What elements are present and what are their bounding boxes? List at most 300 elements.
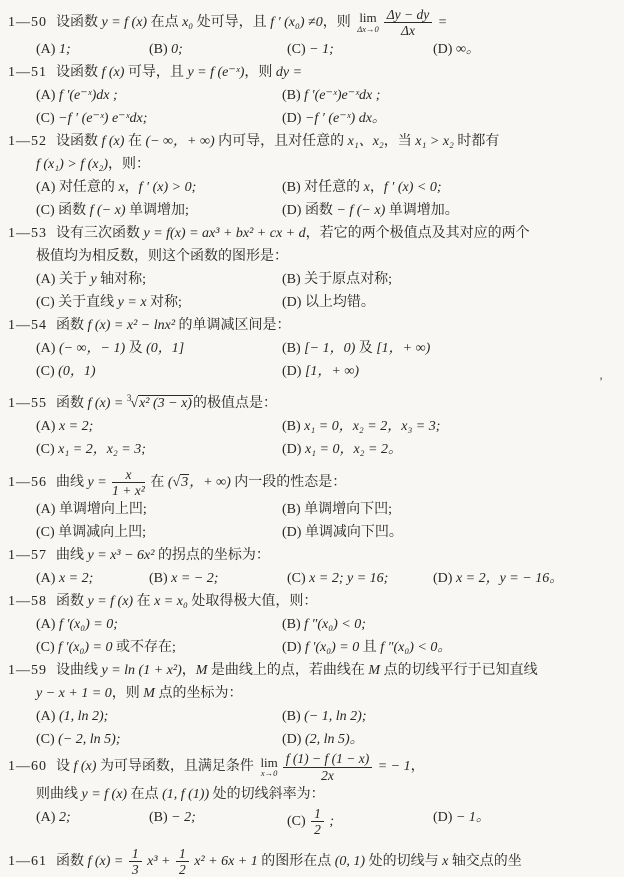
math-run: M	[195, 663, 208, 679]
text-run: 单调减向上凹;	[58, 525, 147, 541]
question-number: 1—57	[8, 548, 47, 564]
math-run: x₀	[182, 14, 194, 30]
math-run: (− ∞，− 1)	[58, 341, 126, 357]
radical-sign: √	[130, 396, 139, 412]
question-number: 1—52	[8, 134, 47, 150]
text-run: 以上均错。	[304, 295, 375, 311]
math-run: (0, 1)	[334, 853, 366, 869]
options-row	[8, 438, 620, 461]
fraction-numerator: 1	[311, 806, 324, 822]
text-run: 设有三次函数	[56, 226, 144, 242]
option-label: (D)	[282, 442, 305, 458]
option-C	[287, 806, 433, 837]
options-row	[8, 567, 620, 590]
option-A	[36, 337, 282, 360]
option-C	[287, 567, 433, 590]
fraction-numerator: 1	[176, 846, 189, 862]
math-run: − 2;	[171, 809, 196, 825]
text-run: 点的切线平行于已知直线	[380, 663, 538, 679]
option-label: (C)	[36, 732, 59, 748]
option-B	[282, 268, 620, 291]
math-run: x = 2，y = − 16。	[455, 571, 564, 587]
math-run: ∞。	[455, 42, 480, 58]
math-run: y = f(x) = ax³ + bx² + cx + d	[143, 226, 306, 242]
math-run: f ′(x₀) = 0	[304, 640, 360, 656]
math-run: − 1。	[455, 809, 490, 825]
text-run: 内可导，且对任意的	[214, 134, 348, 150]
option-label: (C)	[287, 42, 310, 58]
fraction-numerator: f (1) − f (1 − x)	[283, 751, 372, 767]
math-run: (	[167, 475, 173, 491]
option-label: (B)	[149, 42, 172, 58]
math-run: y = ln (1 + x²)	[101, 663, 182, 679]
option-label: (D)	[282, 525, 305, 541]
option-A	[36, 268, 282, 291]
question-block	[8, 590, 620, 659]
text-run: 函数	[56, 396, 88, 412]
text-run: 对称;	[146, 295, 182, 311]
option-A	[36, 613, 282, 636]
option-D	[433, 567, 620, 590]
question-number: 1—50	[8, 14, 47, 30]
text-run: 曲线	[56, 475, 88, 491]
math-run: x = 2;	[58, 571, 94, 587]
text-run: 的单调减区间是：	[175, 318, 291, 334]
math-run: f ′(x₀) = 0	[58, 640, 113, 656]
text-run: 在点	[127, 786, 163, 802]
text-run: 或不存在;	[112, 640, 176, 656]
math-run: x = 2; y = 16;	[309, 571, 389, 587]
math-run: ，+ ∞)	[189, 475, 231, 491]
option-A	[36, 705, 282, 728]
math-run: 1;	[58, 42, 71, 58]
math-run: x² + 6x + 1	[190, 853, 258, 869]
option-label: (B)	[282, 180, 305, 196]
math-run: M	[368, 663, 381, 679]
option-label: (D)	[282, 203, 305, 219]
text-run: 为可导函数，且满足条件	[96, 759, 258, 775]
text-run: 点的坐标为：	[154, 686, 243, 702]
math-run: y =	[87, 475, 111, 491]
text-run: 轴对称;	[96, 272, 147, 288]
math-run: (2, ln 5)。	[304, 732, 364, 748]
options-row	[8, 291, 620, 314]
option-A	[36, 415, 282, 438]
math-run: x	[118, 180, 125, 196]
option-label: (A)	[36, 502, 59, 518]
math-run: (− ∞，+ ∞)	[145, 134, 215, 150]
math-run: (0，1)	[58, 364, 96, 380]
fraction	[110, 467, 147, 498]
text-run: 对任意的	[58, 180, 119, 196]
text-run: ，则：	[108, 157, 151, 173]
text-run: 处的切线与	[365, 853, 443, 869]
text-run: 单调增加。	[385, 203, 459, 219]
option-label: (C)	[36, 525, 59, 541]
text-run: 且	[359, 640, 381, 656]
text-run: 单调减向下凹。	[304, 525, 403, 541]
option-label: (C)	[36, 295, 59, 311]
question-block	[8, 751, 620, 836]
fraction-denominator: 1 + x²	[112, 483, 145, 499]
math-run: (0，1]	[146, 341, 185, 357]
option-label: (A)	[36, 617, 59, 633]
fraction	[382, 7, 435, 38]
math-run: f (− x)	[89, 203, 126, 219]
math-run: [1，+ ∞)	[304, 364, 359, 380]
option-B	[282, 337, 620, 360]
option-C	[36, 360, 282, 383]
math-run: y	[90, 272, 97, 288]
math-run: =	[434, 14, 448, 30]
question-number: 1—55	[8, 396, 47, 412]
question-line	[8, 387, 620, 415]
math-run: [1，+ ∞)	[376, 341, 431, 357]
math-run: (− 2, ln 5);	[58, 732, 121, 748]
text-run: 极值均为相反数，则这个函数的图形是：	[36, 249, 288, 265]
option-label: (C)	[36, 111, 59, 127]
fraction-denominator: 3	[131, 861, 139, 877]
option-label: (A)	[36, 709, 59, 725]
option-B	[282, 613, 620, 636]
text-run: 内一段的性态是：	[230, 475, 347, 491]
limit-operator	[357, 11, 379, 34]
text-run: 设函数	[56, 65, 102, 81]
math-run: y = x³ − 6x²	[87, 548, 155, 564]
option-label: (C)	[36, 203, 59, 219]
radical	[126, 393, 193, 412]
text-run: 函数	[56, 318, 88, 334]
text-run: 设曲线	[56, 663, 102, 679]
question-line	[8, 544, 620, 567]
option-D	[433, 38, 620, 61]
text-run: 设函数	[56, 134, 102, 150]
question-line	[8, 590, 620, 613]
text-run: ，则	[111, 686, 144, 702]
text-run: ，若它的两个极值点及其对应的两个	[305, 226, 530, 242]
math-run: f (x) = x² − lnx²	[87, 318, 176, 334]
options-row	[8, 498, 620, 521]
text-run: 关于直线	[58, 295, 118, 311]
math-run: y = f (x)	[87, 594, 134, 610]
options-row	[8, 521, 620, 544]
option-A	[36, 806, 149, 837]
option-label: (B)	[282, 88, 305, 104]
limit-operator	[260, 756, 277, 779]
fraction-numerator: 1	[129, 846, 142, 862]
option-D	[282, 728, 620, 751]
option-label: (B)	[282, 617, 305, 633]
fraction-denominator: 2	[314, 821, 321, 837]
options-row	[8, 415, 620, 438]
math-run: f ′(e⁻ˣ)e⁻ˣdx ;	[304, 88, 381, 104]
option-label: (B)	[282, 272, 305, 288]
option-label: (D)	[433, 809, 456, 825]
question-line	[8, 7, 620, 38]
radical-sign: √	[172, 475, 181, 491]
text-run: 则曲线	[36, 786, 82, 802]
option-A	[36, 498, 282, 521]
text-run: 函数	[304, 203, 337, 219]
option-D	[282, 199, 620, 222]
question-block	[8, 387, 620, 461]
text-run: 处的切线斜率为：	[209, 786, 325, 802]
option-label: (A)	[36, 42, 59, 58]
radicand: x² (3 − x)	[139, 396, 192, 412]
option-C	[36, 107, 282, 130]
question-number: 1—60	[8, 759, 47, 775]
text-run: 关于原点对称;	[304, 272, 393, 288]
option-label: (C)	[287, 571, 310, 587]
math-run: x	[442, 853, 449, 869]
math-run: x	[363, 180, 370, 196]
math-run: f ″(x₀) < 0;	[304, 617, 366, 633]
fraction	[309, 806, 326, 837]
math-run: f (x)	[101, 65, 125, 81]
math-run: 2;	[58, 809, 71, 825]
option-label: (C)	[287, 813, 310, 829]
option-B	[282, 498, 620, 521]
fraction	[174, 846, 191, 877]
question-number: 1—54	[8, 318, 47, 334]
option-label: (D)	[433, 571, 456, 587]
fraction	[281, 751, 374, 782]
question-line	[8, 61, 620, 84]
options-row	[8, 728, 620, 751]
option-label: (A)	[36, 571, 59, 587]
math-run: (1, ln 2);	[58, 709, 109, 725]
math-run: f (x)	[73, 759, 97, 775]
option-D	[282, 291, 620, 314]
text-run: 的拐点的坐标为：	[154, 548, 270, 564]
option-A	[36, 176, 282, 199]
math-run: x₁ > x₂	[415, 134, 454, 150]
option-A	[36, 567, 149, 590]
text-run: ，当	[383, 134, 416, 150]
text-run: ，	[124, 180, 139, 196]
question-number: 1—61	[8, 853, 47, 869]
options-row	[8, 38, 620, 61]
question-line	[8, 245, 620, 268]
options-row	[8, 268, 620, 291]
text-run: 对任意的	[304, 180, 364, 196]
math-run: −f ′ (e⁻ˣ) e⁻ˣdx;	[58, 111, 148, 127]
text-run: 函数	[56, 594, 88, 610]
option-A	[36, 38, 149, 61]
option-label: (B)	[149, 571, 172, 587]
math-run: x₁ = 0，x₂ = 2，x₃ = 3;	[304, 419, 441, 435]
options-row	[8, 199, 620, 222]
options-row	[8, 337, 620, 360]
math-run: x₁、x₂	[347, 134, 384, 150]
question-line	[8, 130, 620, 153]
option-B	[282, 84, 620, 107]
math-run: − 1;	[309, 42, 334, 58]
text-run: 单调增向上凹;	[58, 502, 147, 518]
option-D	[282, 107, 620, 130]
math-run: x₁ = 2，x₂ = 3;	[58, 442, 146, 458]
question-block	[8, 544, 620, 590]
math-run: f ′ (x₀) ≠0	[270, 14, 323, 30]
fraction-denominator: 2	[178, 861, 186, 877]
question-block	[8, 467, 620, 544]
radicand: 3	[181, 475, 189, 491]
option-C	[36, 438, 282, 461]
options-row	[8, 176, 620, 199]
option-B	[149, 806, 287, 837]
option-label: (B)	[282, 419, 305, 435]
question-block	[8, 7, 620, 61]
option-label: (D)	[282, 732, 305, 748]
text-run: 关于	[58, 272, 91, 288]
option-label: (D)	[433, 42, 456, 58]
math-run: x = 2;	[58, 419, 94, 435]
limit-word: lim	[260, 754, 278, 770]
text-run: 设函数	[56, 14, 102, 30]
question-number: 1—58	[8, 594, 47, 610]
question-line	[8, 846, 620, 877]
limit-subscript: Δx→0	[357, 23, 379, 34]
option-label: (D)	[282, 111, 305, 127]
math-run: 0;	[171, 42, 183, 58]
text-run: 处可导，且	[193, 14, 271, 30]
question-number: 1—59	[8, 663, 47, 679]
option-label: (A)	[36, 272, 59, 288]
question-line	[8, 659, 620, 682]
math-run: y = f (e⁻ˣ)	[187, 65, 245, 81]
options-row	[8, 613, 620, 636]
option-B	[282, 415, 620, 438]
math-run: f (x) =	[87, 853, 127, 869]
option-D	[282, 438, 620, 461]
text-run: ，则	[244, 65, 276, 81]
options-row	[8, 360, 620, 383]
math-run: f ′ (x) > 0;	[138, 180, 197, 196]
math-run: y = f (x)	[101, 14, 148, 30]
options-row	[8, 636, 620, 659]
math-run: y − x + 1 = 0	[36, 686, 112, 702]
math-run: f ′(x₀) = 0;	[58, 617, 118, 633]
question-block	[8, 61, 620, 130]
question-block	[8, 130, 620, 222]
radical	[173, 474, 190, 490]
math-run: y = x	[117, 295, 147, 311]
math-run: (1, f (1))	[162, 786, 210, 802]
math-run: x = − 2;	[171, 571, 219, 587]
option-label: (A)	[36, 419, 59, 435]
question-line	[8, 467, 620, 498]
option-D	[282, 636, 620, 659]
math-run: f ′(e⁻ˣ)dx ;	[58, 88, 118, 104]
option-label: (C)	[36, 640, 59, 656]
question-line	[8, 783, 620, 806]
question-line	[8, 222, 620, 245]
math-run: M	[143, 686, 155, 702]
text-run: 时都有	[453, 134, 500, 150]
options-row	[8, 705, 620, 728]
text-run: 处取得极大值，则：	[187, 594, 318, 610]
math-run: f ″(x₀) < 0。	[380, 640, 452, 656]
math-run: (− 1, ln 2);	[304, 709, 367, 725]
fraction-numerator: Δy − dy	[384, 7, 433, 23]
option-C	[36, 728, 282, 751]
text-run: 轴交点的坐	[448, 853, 522, 869]
text-run: 设	[56, 759, 74, 775]
text-run: 的图形在点	[257, 853, 335, 869]
question-block	[8, 222, 620, 314]
option-label: (B)	[149, 809, 172, 825]
option-B	[282, 705, 620, 728]
option-label: (A)	[36, 809, 59, 825]
option-label: (D)	[282, 295, 305, 311]
question-line	[8, 751, 620, 782]
scan-artifact: ’	[599, 374, 603, 388]
options-row	[8, 84, 620, 107]
option-label: (D)	[282, 640, 305, 656]
text-run: 在点	[147, 14, 183, 30]
math-run: [− 1，0)	[304, 341, 356, 357]
text-run: ，	[181, 663, 196, 679]
fraction-denominator: 2x	[321, 767, 334, 783]
option-A	[36, 84, 282, 107]
option-C	[36, 291, 282, 314]
options-row	[8, 806, 620, 837]
math-run: f (x₁) > f (x₂)	[36, 157, 109, 173]
text-run: 在	[146, 475, 168, 491]
option-C	[287, 38, 433, 61]
question-line	[8, 314, 620, 337]
option-B	[149, 567, 287, 590]
option-C	[36, 199, 282, 222]
option-label: (B)	[282, 709, 305, 725]
options-row	[8, 107, 620, 130]
math-run: − f (− x)	[336, 203, 386, 219]
text-run: 是曲线上的点，若曲线在	[207, 663, 369, 679]
text-run: 函数	[58, 203, 90, 219]
text-run: 及	[125, 341, 147, 357]
question-line	[8, 153, 620, 176]
option-D	[282, 360, 620, 383]
math-run: f (x)	[101, 134, 125, 150]
option-D	[282, 521, 620, 544]
option-label: (C)	[36, 364, 59, 380]
question-block	[8, 659, 620, 751]
option-B	[282, 176, 620, 199]
question-line	[8, 682, 620, 705]
option-C	[36, 636, 282, 659]
text-run: ，	[410, 759, 425, 775]
math-run: x³ +	[143, 853, 174, 869]
text-run: 函数	[56, 853, 88, 869]
option-label: (A)	[36, 341, 59, 357]
option-label: (B)	[282, 341, 305, 357]
option-C	[36, 521, 282, 544]
math-run: f ′ (x) < 0;	[383, 180, 442, 196]
math-run: −f ′ (e⁻ˣ) dx。	[304, 111, 386, 127]
option-label: (A)	[36, 180, 59, 196]
limit-word: lim	[359, 10, 377, 26]
math-run: y = f (x)	[81, 786, 128, 802]
limit-subscript: x→0	[260, 768, 278, 779]
text-run: ，则	[322, 14, 355, 30]
text-run: 在	[124, 134, 146, 150]
math-run: = − 1	[374, 759, 411, 775]
text-run: 可导，且	[124, 65, 188, 81]
math-run: x₁ = 0，x₂ = 2。	[304, 442, 402, 458]
fraction	[127, 846, 144, 877]
math-run: x = x₀	[154, 594, 188, 610]
question-number: 1—51	[8, 65, 47, 81]
